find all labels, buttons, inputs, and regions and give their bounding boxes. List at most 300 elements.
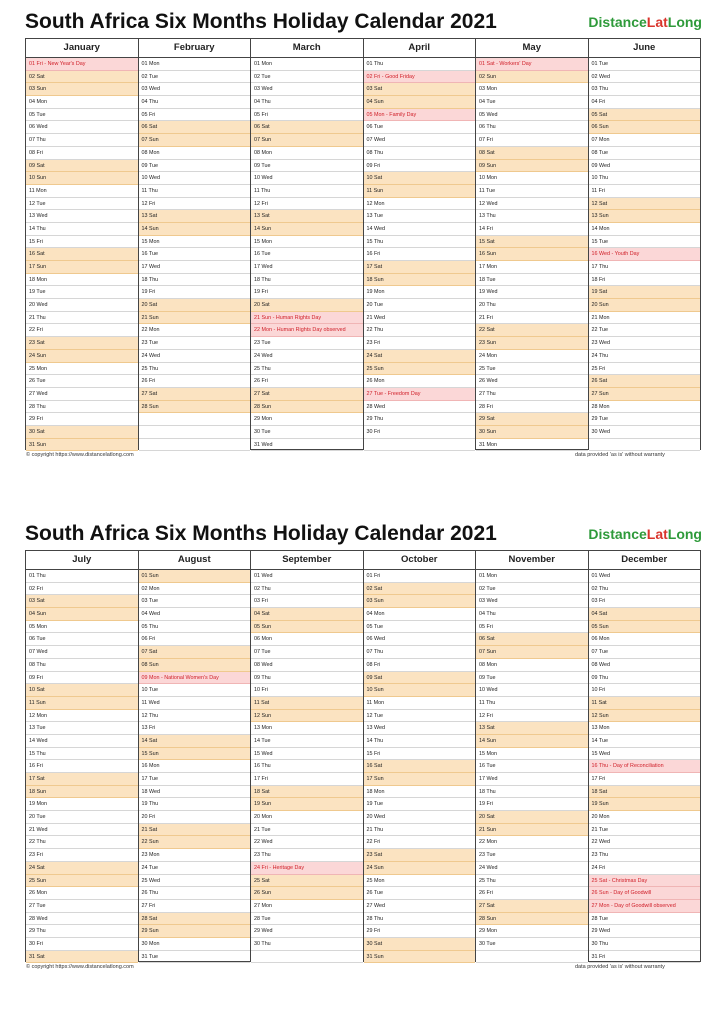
day-cell: 15 Mon bbox=[476, 748, 588, 761]
day-cell: 31 Mon bbox=[476, 439, 588, 452]
month-header: June bbox=[589, 39, 701, 58]
day-cell: 03 Mon bbox=[476, 83, 588, 96]
empty-cell bbox=[476, 951, 588, 964]
day-cell: 18 Mon bbox=[26, 274, 138, 287]
day-cell: 08 Wed bbox=[589, 659, 701, 672]
day-cell: 26 Tue bbox=[26, 375, 138, 388]
day-cell: 23 Fri bbox=[26, 849, 138, 862]
day-cell: 21 Mon bbox=[589, 312, 701, 325]
day-cell: 20 Wed bbox=[364, 811, 476, 824]
day-cell: 19 Tue bbox=[26, 286, 138, 299]
weekend-cell: 04 Sat bbox=[589, 608, 701, 621]
day-cell: 16 Fri bbox=[364, 248, 476, 261]
day-cell: 09 Thu bbox=[251, 672, 363, 685]
day-cell: 04 Mon bbox=[364, 608, 476, 621]
day-cell: 07 Mon bbox=[589, 134, 701, 147]
weekend-cell: 14 Sun bbox=[251, 223, 363, 236]
day-cell: 10 Wed bbox=[251, 172, 363, 185]
day-cell: 04 Tue bbox=[476, 96, 588, 109]
day-cell: 26 Fri bbox=[251, 375, 363, 388]
day-cell: 11 Wed bbox=[139, 697, 251, 710]
day-cell: 25 Mon bbox=[26, 363, 138, 376]
day-cell: 24 Mon bbox=[476, 350, 588, 363]
day-cell: 01 Wed bbox=[251, 570, 363, 583]
day-cell: 18 Wed bbox=[139, 786, 251, 799]
day-cell: 19 Mon bbox=[364, 286, 476, 299]
weekend-cell: 08 Sun bbox=[139, 659, 251, 672]
day-cell: 02 Tue bbox=[476, 583, 588, 596]
day-cell: 13 Thu bbox=[476, 210, 588, 223]
weekend-cell: 05 Sat bbox=[589, 109, 701, 122]
weekend-cell: 17 Sun bbox=[364, 773, 476, 786]
empty-cell bbox=[364, 439, 476, 452]
day-cell: 16 Tue bbox=[139, 248, 251, 261]
day-cell: 01 Thu bbox=[26, 570, 138, 583]
day-cell: 11 Fri bbox=[589, 185, 701, 198]
day-cell: 11 Thu bbox=[139, 185, 251, 198]
day-cell: 14 Thu bbox=[364, 735, 476, 748]
day-cell: 18 Thu bbox=[139, 274, 251, 287]
day-cell: 29 Thu bbox=[26, 925, 138, 938]
day-cell: 07 Tue bbox=[589, 646, 701, 659]
day-cell: 31 Fri bbox=[589, 951, 701, 964]
logo-text-distance: Distance bbox=[588, 526, 647, 542]
weekend-cell: 22 Sun bbox=[139, 836, 251, 849]
month-column-april bbox=[364, 39, 477, 449]
holiday-cell: 25 Sat - Christmas Day bbox=[589, 875, 701, 888]
day-cell: 25 Fri bbox=[589, 363, 701, 376]
weekend-cell: 10 Sat bbox=[26, 684, 138, 697]
day-cell: 09 Tue bbox=[476, 672, 588, 685]
day-cell: 30 Fri bbox=[26, 938, 138, 951]
weekend-cell: 24 Sun bbox=[26, 350, 138, 363]
day-cell: 09 Thu bbox=[589, 672, 701, 685]
day-cell: 29 Wed bbox=[589, 925, 701, 938]
day-list bbox=[364, 58, 476, 451]
weekend-cell: 02 Sat bbox=[26, 71, 138, 84]
day-cell: 22 Thu bbox=[26, 836, 138, 849]
weekend-cell: 10 Sun bbox=[26, 172, 138, 185]
day-cell: 12 Mon bbox=[26, 710, 138, 723]
day-cell: 24 Fri bbox=[589, 862, 701, 875]
day-cell: 17 Wed bbox=[139, 261, 251, 274]
weekend-cell: 05 Sun bbox=[251, 621, 363, 634]
day-cell: 01 Wed bbox=[589, 570, 701, 583]
day-cell: 08 Mon bbox=[476, 659, 588, 672]
day-list bbox=[251, 570, 363, 963]
day-cell: 18 Thu bbox=[251, 274, 363, 287]
day-cell: 07 Wed bbox=[364, 134, 476, 147]
day-cell: 18 Mon bbox=[364, 786, 476, 799]
weekend-cell: 04 Sun bbox=[364, 96, 476, 109]
day-cell: 11 Thu bbox=[251, 185, 363, 198]
holiday-cell: 21 Sun - Human Rights Day bbox=[251, 312, 363, 325]
day-cell: 30 Fri bbox=[364, 426, 476, 439]
day-cell: 24 Wed bbox=[139, 350, 251, 363]
holiday-cell: 09 Mon - National Women's Day bbox=[139, 672, 251, 685]
weekend-cell: 13 Sat bbox=[476, 722, 588, 735]
day-cell: 05 Fri bbox=[251, 109, 363, 122]
day-cell: 25 Mon bbox=[364, 875, 476, 888]
weekend-cell: 18 Sun bbox=[364, 274, 476, 287]
day-cell: 03 Wed bbox=[139, 83, 251, 96]
holiday-cell: 01 Sat - Workers' Day bbox=[476, 58, 588, 71]
day-cell: 03 Tue bbox=[139, 595, 251, 608]
day-cell: 27 Mon bbox=[251, 900, 363, 913]
day-list bbox=[589, 570, 701, 963]
weekend-cell: 03 Sun bbox=[364, 595, 476, 608]
weekend-cell: 24 Sat bbox=[364, 350, 476, 363]
day-cell: 29 Tue bbox=[589, 413, 701, 426]
day-cell: 16 Thu bbox=[251, 760, 363, 773]
day-cell: 17 Fri bbox=[589, 773, 701, 786]
day-cell: 14 Wed bbox=[26, 735, 138, 748]
day-cell: 21 Wed bbox=[364, 312, 476, 325]
weekend-cell: 07 Sat bbox=[139, 646, 251, 659]
day-cell: 04 Wed bbox=[139, 608, 251, 621]
month-header: November bbox=[476, 551, 588, 570]
day-cell: 22 Mon bbox=[139, 324, 251, 337]
weekend-cell: 28 Sun bbox=[251, 401, 363, 414]
day-cell: 13 Mon bbox=[589, 722, 701, 735]
day-cell: 08 Thu bbox=[26, 659, 138, 672]
day-cell: 13 Tue bbox=[364, 210, 476, 223]
month-column-december bbox=[589, 551, 701, 961]
day-cell: 08 Mon bbox=[139, 147, 251, 160]
day-cell: 21 Thu bbox=[364, 824, 476, 837]
day-cell: 12 Mon bbox=[364, 198, 476, 211]
day-cell: 15 Mon bbox=[139, 236, 251, 249]
day-cell: 28 Fri bbox=[476, 401, 588, 414]
weekend-cell: 04 Sat bbox=[251, 608, 363, 621]
day-cell: 20 Mon bbox=[251, 811, 363, 824]
day-cell: 09 Tue bbox=[139, 160, 251, 173]
day-cell: 09 Wed bbox=[589, 160, 701, 173]
day-cell: 22 Thu bbox=[364, 324, 476, 337]
day-cell: 26 Fri bbox=[476, 887, 588, 900]
day-cell: 26 Thu bbox=[139, 887, 251, 900]
day-cell: 14 Wed bbox=[364, 223, 476, 236]
day-list bbox=[139, 58, 251, 451]
day-cell: 13 Mon bbox=[251, 722, 363, 735]
distancelatlong-logo bbox=[588, 14, 702, 30]
day-cell: 09 Fri bbox=[26, 672, 138, 685]
day-cell: 08 Tue bbox=[589, 147, 701, 160]
warranty-footer: data provided 'as is' without warranty bbox=[575, 452, 665, 458]
weekend-cell: 11 Sun bbox=[26, 697, 138, 710]
weekend-cell: 17 Sat bbox=[26, 773, 138, 786]
day-cell: 12 Wed bbox=[476, 198, 588, 211]
empty-cell bbox=[139, 413, 251, 426]
day-cell: 25 Tue bbox=[476, 363, 588, 376]
day-cell: 10 Wed bbox=[476, 684, 588, 697]
day-cell: 11 Tue bbox=[476, 185, 588, 198]
day-cell: 31 Tue bbox=[139, 951, 251, 964]
day-cell: 23 Wed bbox=[589, 337, 701, 350]
day-cell: 13 Tue bbox=[26, 722, 138, 735]
day-cell: 21 Tue bbox=[589, 824, 701, 837]
weekend-cell: 20 Sat bbox=[476, 811, 588, 824]
day-cell: 08 Mon bbox=[251, 147, 363, 160]
day-cell: 15 Thu bbox=[26, 748, 138, 761]
holiday-cell: 27 Mon - Day of Goodwill observed bbox=[589, 900, 701, 913]
day-cell: 10 Thu bbox=[589, 172, 701, 185]
day-cell: 24 Tue bbox=[139, 862, 251, 875]
day-cell: 02 Mon bbox=[139, 583, 251, 596]
day-cell: 19 Tue bbox=[364, 798, 476, 811]
weekend-cell: 19 Sat bbox=[589, 286, 701, 299]
month-column-august bbox=[139, 551, 252, 961]
day-cell: 23 Thu bbox=[251, 849, 363, 862]
day-cell: 03 Thu bbox=[589, 83, 701, 96]
weekend-cell: 21 Sun bbox=[476, 824, 588, 837]
day-cell: 01 Mon bbox=[251, 58, 363, 71]
day-cell: 25 Wed bbox=[139, 875, 251, 888]
day-cell: 26 Mon bbox=[26, 887, 138, 900]
day-cell: 21 Thu bbox=[26, 312, 138, 325]
day-cell: 07 Thu bbox=[364, 646, 476, 659]
month-column-september bbox=[251, 551, 364, 961]
day-cell: 22 Fri bbox=[26, 324, 138, 337]
day-cell: 30 Wed bbox=[589, 426, 701, 439]
day-cell: 27 Wed bbox=[26, 388, 138, 401]
day-cell: 11 Mon bbox=[26, 185, 138, 198]
month-header: October bbox=[364, 551, 476, 570]
weekend-cell: 09 Sun bbox=[476, 160, 588, 173]
day-cell: 18 Fri bbox=[589, 274, 701, 287]
weekend-cell: 26 Sun bbox=[251, 887, 363, 900]
day-cell: 21 Fri bbox=[476, 312, 588, 325]
day-cell: 19 Thu bbox=[139, 798, 251, 811]
day-cell: 20 Fri bbox=[139, 811, 251, 824]
day-list bbox=[26, 58, 138, 451]
day-cell: 06 Tue bbox=[364, 121, 476, 134]
logo-text-lat: Lat bbox=[646, 14, 668, 30]
day-cell: 30 Thu bbox=[251, 938, 363, 951]
weekend-cell: 30 Sat bbox=[26, 426, 138, 439]
day-cell: 28 Wed bbox=[26, 913, 138, 926]
day-cell: 26 Tue bbox=[364, 887, 476, 900]
day-cell: 17 Fri bbox=[251, 773, 363, 786]
weekend-cell: 13 Sat bbox=[251, 210, 363, 223]
day-cell: 05 Fri bbox=[476, 621, 588, 634]
day-cell: 14 Thu bbox=[26, 223, 138, 236]
day-cell: 15 Fri bbox=[26, 236, 138, 249]
weekend-cell: 27 Sun bbox=[589, 388, 701, 401]
day-cell: 26 Fri bbox=[139, 375, 251, 388]
day-cell: 05 Tue bbox=[364, 621, 476, 634]
month-header: March bbox=[251, 39, 363, 58]
day-cell: 22 Wed bbox=[251, 836, 363, 849]
day-cell: 22 Mon bbox=[476, 836, 588, 849]
weekend-cell: 16 Sat bbox=[26, 248, 138, 261]
day-list bbox=[589, 58, 701, 451]
day-cell: 22 Wed bbox=[589, 836, 701, 849]
day-cell: 05 Tue bbox=[26, 109, 138, 122]
month-header: September bbox=[251, 551, 363, 570]
month-column-march bbox=[251, 39, 364, 449]
weekend-cell: 07 Sun bbox=[139, 134, 251, 147]
day-cell: 08 Thu bbox=[364, 147, 476, 160]
weekend-cell: 18 Sat bbox=[251, 786, 363, 799]
day-cell: 21 Tue bbox=[251, 824, 363, 837]
weekend-cell: 21 Sat bbox=[139, 824, 251, 837]
empty-cell bbox=[251, 951, 363, 964]
month-column-june bbox=[589, 39, 701, 449]
day-cell: 10 Fri bbox=[251, 684, 363, 697]
day-cell: 22 Fri bbox=[364, 836, 476, 849]
weekend-cell: 12 Sat bbox=[589, 198, 701, 211]
day-cell: 14 Tue bbox=[251, 735, 363, 748]
day-cell: 28 Wed bbox=[364, 401, 476, 414]
month-column-january bbox=[26, 39, 139, 449]
weekend-cell: 14 Sat bbox=[139, 735, 251, 748]
weekend-cell: 04 Sun bbox=[26, 608, 138, 621]
weekend-cell: 24 Sun bbox=[364, 862, 476, 875]
weekend-cell: 03 Sat bbox=[364, 83, 476, 96]
day-cell: 06 Wed bbox=[364, 633, 476, 646]
day-cell: 23 Tue bbox=[476, 849, 588, 862]
day-cell: 14 Mon bbox=[589, 223, 701, 236]
day-cell: 27 Thu bbox=[476, 388, 588, 401]
day-cell: 17 Wed bbox=[251, 261, 363, 274]
day-cell: 01 Mon bbox=[139, 58, 251, 71]
month-column-july bbox=[26, 551, 139, 961]
day-cell: 17 Mon bbox=[476, 261, 588, 274]
day-cell: 01 Mon bbox=[476, 570, 588, 583]
holiday-cell: 16 Wed - Youth Day bbox=[589, 248, 701, 261]
day-cell: 14 Tue bbox=[589, 735, 701, 748]
day-cell: 06 Thu bbox=[476, 121, 588, 134]
day-cell: 07 Fri bbox=[476, 134, 588, 147]
holiday-cell: 05 Mon - Family Day bbox=[364, 109, 476, 122]
calendar-grid bbox=[25, 550, 701, 962]
day-cell: 04 Thu bbox=[251, 96, 363, 109]
weekend-cell: 09 Sat bbox=[26, 160, 138, 173]
day-cell: 05 Fri bbox=[139, 109, 251, 122]
weekend-cell: 19 Sun bbox=[251, 798, 363, 811]
day-cell: 19 Mon bbox=[26, 798, 138, 811]
day-cell: 16 Mon bbox=[139, 760, 251, 773]
day-cell: 11 Thu bbox=[476, 697, 588, 710]
logo-text-lat: Lat bbox=[646, 526, 668, 542]
weekend-cell: 02 Sat bbox=[364, 583, 476, 596]
weekend-cell: 20 Sun bbox=[589, 299, 701, 312]
weekend-cell: 17 Sat bbox=[364, 261, 476, 274]
weekend-cell: 11 Sun bbox=[364, 185, 476, 198]
weekend-cell: 21 Sun bbox=[139, 312, 251, 325]
day-cell: 13 Fri bbox=[139, 722, 251, 735]
weekend-cell: 31 Sat bbox=[26, 951, 138, 964]
day-cell: 12 Fri bbox=[251, 198, 363, 211]
weekend-cell: 10 Sat bbox=[364, 172, 476, 185]
day-cell: 20 Wed bbox=[26, 299, 138, 312]
day-cell: 07 Thu bbox=[26, 134, 138, 147]
day-cell: 23 Fri bbox=[364, 337, 476, 350]
weekend-cell: 01 Sun bbox=[139, 570, 251, 583]
page-title: South Africa Six Months Holiday Calendar 2021 bbox=[25, 10, 497, 33]
month-header: July bbox=[26, 551, 138, 570]
day-cell: 02 Tue bbox=[139, 71, 251, 84]
weekend-cell: 25 Sun bbox=[364, 363, 476, 376]
day-cell: 09 Fri bbox=[364, 160, 476, 173]
day-cell: 10 Mon bbox=[476, 172, 588, 185]
weekend-cell: 28 Sat bbox=[139, 913, 251, 926]
day-cell: 19 Fri bbox=[251, 286, 363, 299]
day-cell: 08 Fri bbox=[26, 147, 138, 160]
weekend-cell: 12 Sun bbox=[589, 710, 701, 723]
month-header: January bbox=[26, 39, 138, 58]
day-cell: 04 Mon bbox=[26, 96, 138, 109]
weekend-cell: 27 Sat bbox=[139, 388, 251, 401]
copyright-footer: © copyright https://www.distancelatlong.com bbox=[26, 964, 134, 970]
weekend-cell: 13 Sun bbox=[589, 210, 701, 223]
day-cell: 19 Fri bbox=[476, 798, 588, 811]
day-cell: 18 Thu bbox=[476, 786, 588, 799]
day-cell: 21 Wed bbox=[26, 824, 138, 837]
weekend-cell: 17 Sun bbox=[26, 261, 138, 274]
day-cell: 24 Wed bbox=[476, 862, 588, 875]
weekend-cell: 06 Sun bbox=[589, 121, 701, 134]
day-cell: 06 Mon bbox=[251, 633, 363, 646]
day-cell: 19 Fri bbox=[139, 286, 251, 299]
day-cell: 23 Tue bbox=[139, 337, 251, 350]
day-cell: 28 Tue bbox=[251, 913, 363, 926]
day-cell: 13 Wed bbox=[26, 210, 138, 223]
logo-text-long: Long bbox=[667, 526, 702, 542]
weekend-cell: 18 Sat bbox=[589, 786, 701, 799]
weekend-cell: 16 Sun bbox=[476, 248, 588, 261]
month-column-october bbox=[364, 551, 477, 961]
weekend-cell: 06 Sat bbox=[139, 121, 251, 134]
weekend-cell: 20 Sat bbox=[251, 299, 363, 312]
month-header: February bbox=[139, 39, 251, 58]
day-cell: 12 Fri bbox=[139, 198, 251, 211]
day-cell: 25 Thu bbox=[476, 875, 588, 888]
day-cell: 27 Tue bbox=[26, 900, 138, 913]
day-cell: 29 Mon bbox=[251, 413, 363, 426]
day-cell: 07 Tue bbox=[251, 646, 363, 659]
month-column-february bbox=[139, 39, 252, 449]
weekend-cell: 02 Sun bbox=[476, 71, 588, 84]
empty-cell bbox=[589, 439, 701, 452]
day-cell: 18 Tue bbox=[476, 274, 588, 287]
weekend-cell: 19 Sun bbox=[589, 798, 701, 811]
day-cell: 23 Thu bbox=[589, 849, 701, 862]
day-cell: 27 Wed bbox=[364, 900, 476, 913]
weekend-cell: 30 Sat bbox=[364, 938, 476, 951]
day-cell: 01 Fri bbox=[364, 570, 476, 583]
day-cell: 28 Thu bbox=[26, 401, 138, 414]
holiday-cell: 01 Fri - New Year's Day bbox=[26, 58, 138, 71]
day-cell: 05 Thu bbox=[139, 621, 251, 634]
weekend-cell: 16 Sat bbox=[364, 760, 476, 773]
day-cell: 15 Fri bbox=[364, 748, 476, 761]
day-cell: 30 Tue bbox=[251, 426, 363, 439]
weekend-cell: 14 Sun bbox=[139, 223, 251, 236]
day-list bbox=[364, 570, 476, 963]
day-cell: 20 Mon bbox=[589, 811, 701, 824]
logo-text-long: Long bbox=[667, 14, 702, 30]
month-header: May bbox=[476, 39, 588, 58]
weekend-cell: 31 Sun bbox=[364, 951, 476, 964]
holiday-cell: 26 Sun - Day of Goodwill bbox=[589, 887, 701, 900]
day-cell: 05 Mon bbox=[26, 621, 138, 634]
day-cell: 30 Mon bbox=[139, 938, 251, 951]
weekend-cell: 22 Sat bbox=[476, 324, 588, 337]
holiday-cell: 02 Fri - Good Friday bbox=[364, 71, 476, 84]
day-cell: 28 Thu bbox=[364, 913, 476, 926]
